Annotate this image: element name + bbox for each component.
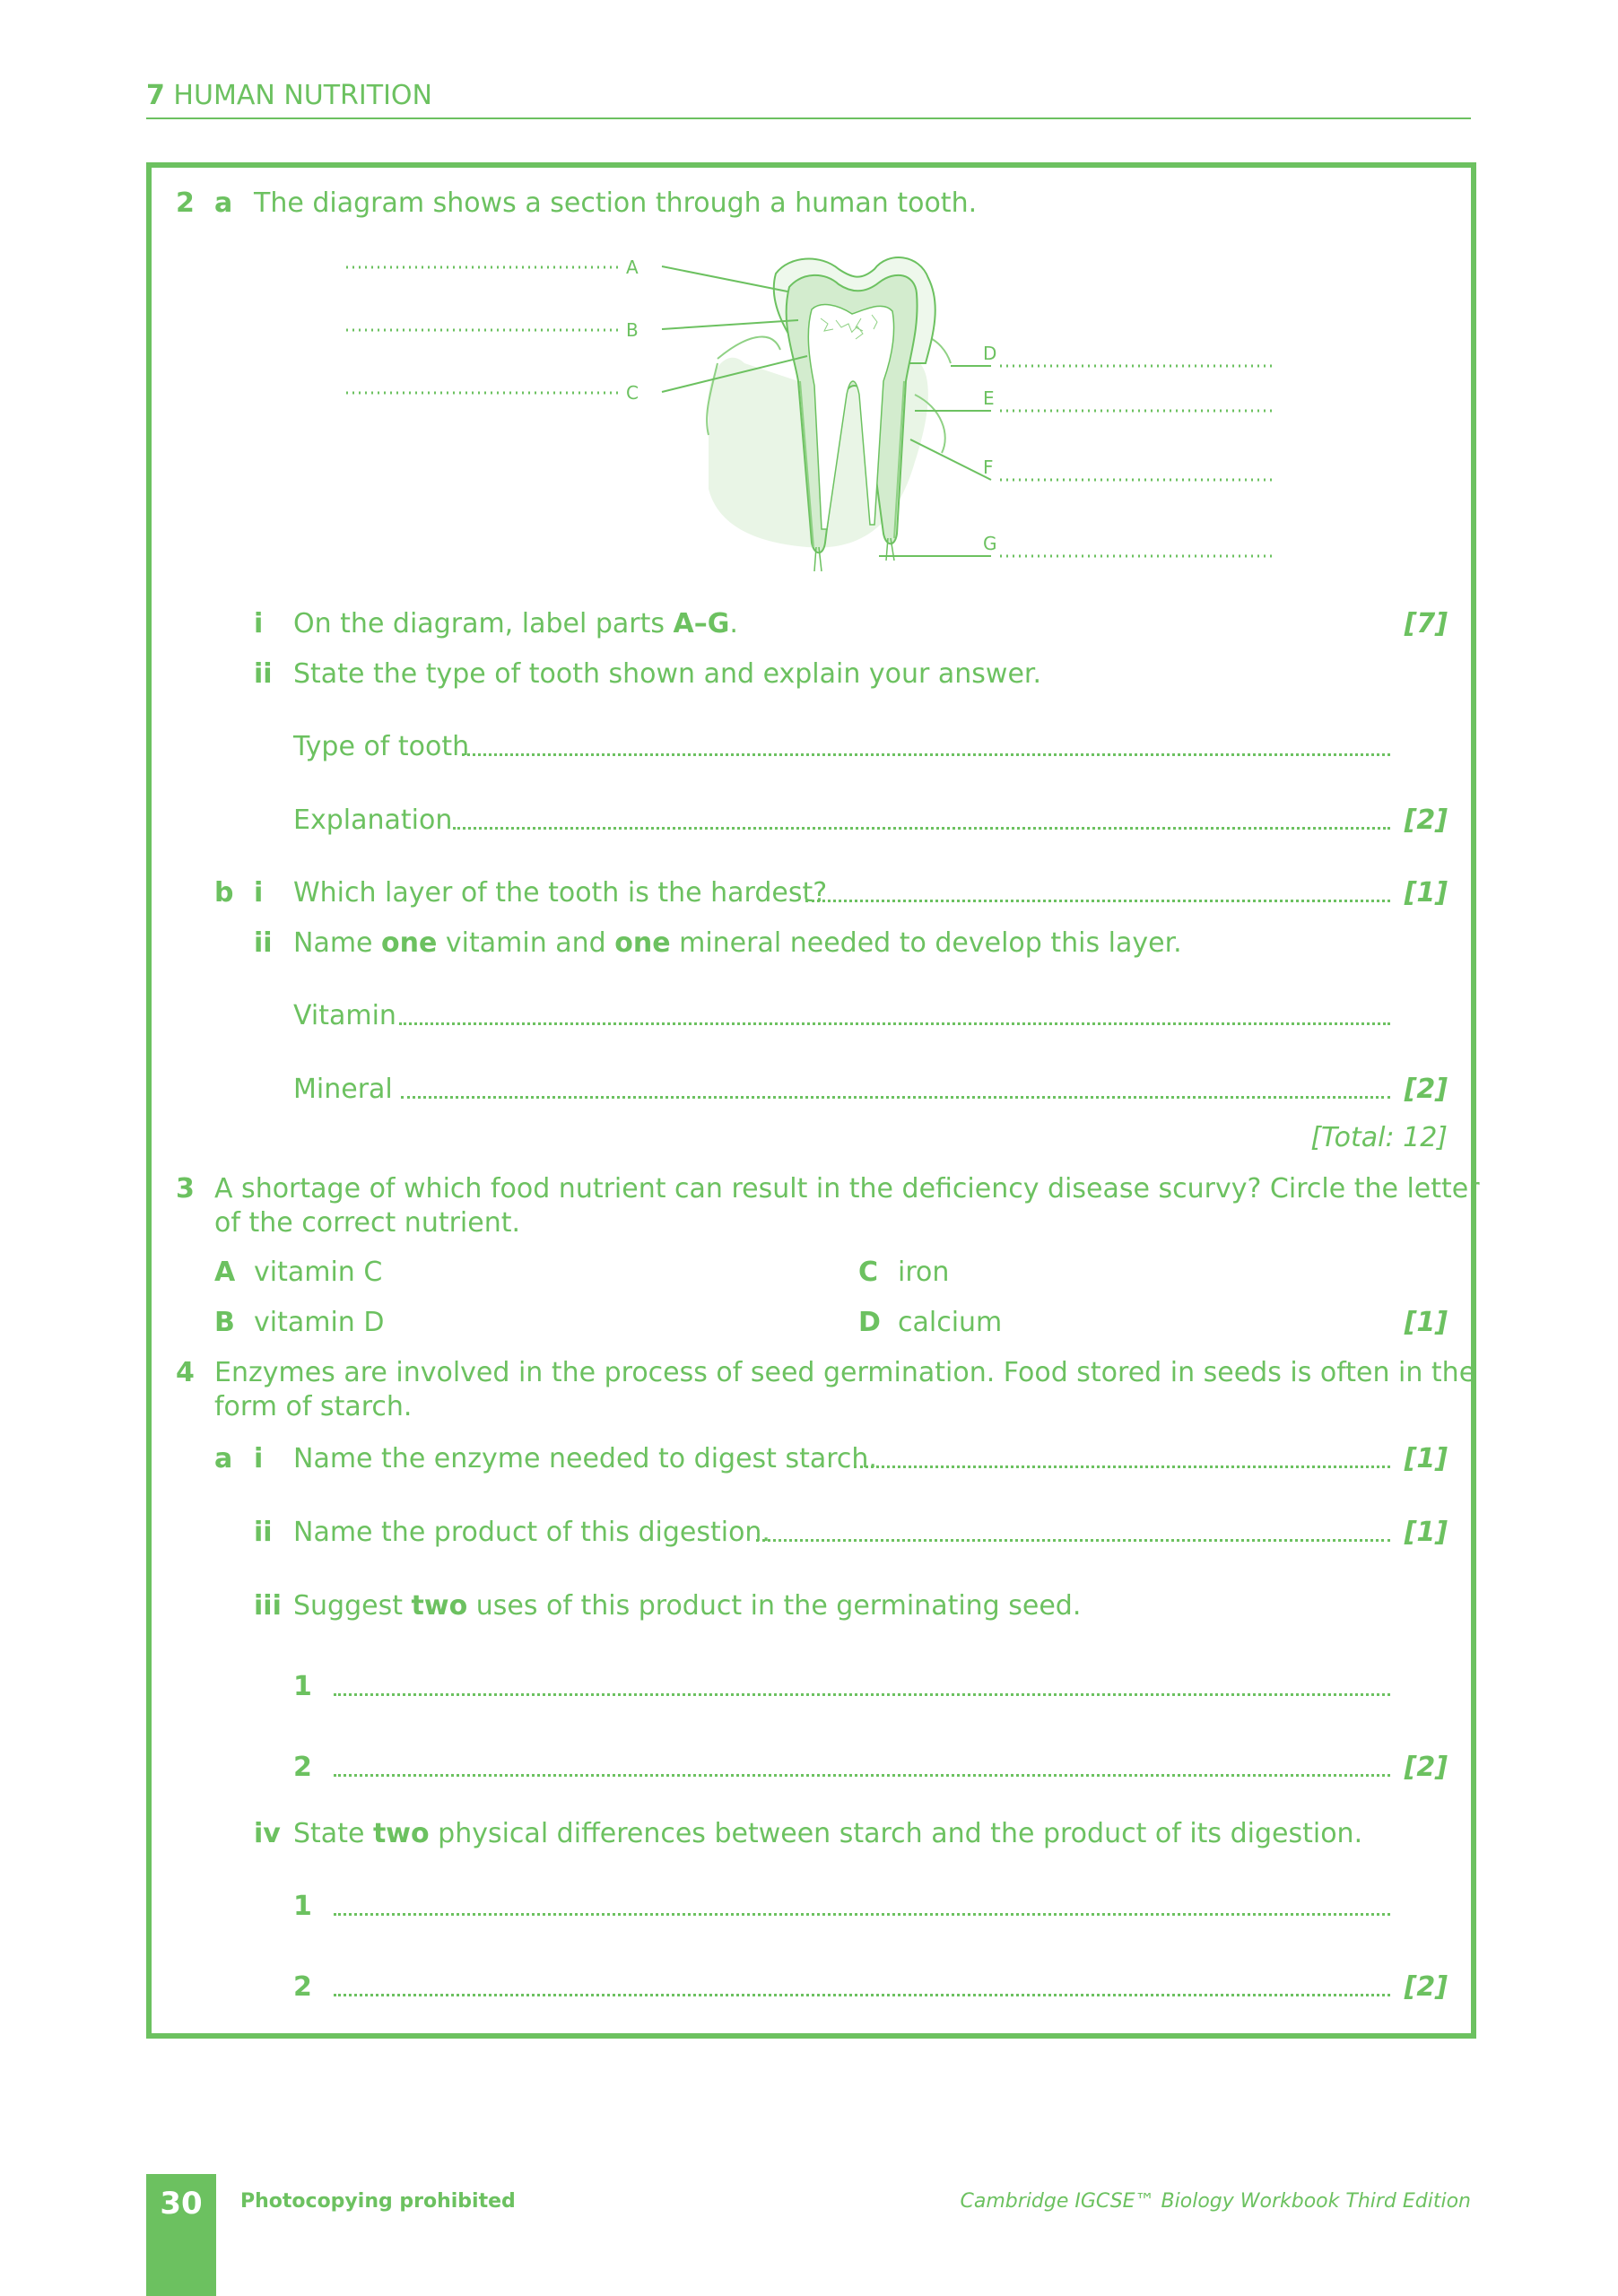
q4-stem-line1: Enzymes are involved in the process of seed germination. Food stored in seeds is often in the <box>214 1357 1476 1388</box>
vitamin-answer-line[interactable] <box>399 1022 1390 1025</box>
q3-stem-line2: of the correct nutrient. <box>214 1207 521 1239</box>
chapter-heading <box>146 79 432 113</box>
q2bi-text: Which layer of the tooth is the hardest? <box>293 877 828 909</box>
q2ai-text <box>293 607 738 641</box>
q2bi-mark: [1] <box>1404 877 1448 909</box>
q4aiv-text-pre: State <box>293 1818 373 1849</box>
q4ai-mark: [1] <box>1404 1443 1448 1474</box>
q4aiv-text-post: physical differences between starch and the product of its digestion. <box>429 1818 1363 1849</box>
q2ai-text-bold: A–G <box>673 608 730 639</box>
q4aiii-text-bold: two <box>411 1590 468 1622</box>
q3-option-a-text[interactable]: vitamin C <box>254 1257 383 1288</box>
q4aiii-line1-number: 1 <box>293 1671 312 1702</box>
explanation-label: Explanation <box>293 804 453 836</box>
vitamin-label: Vitamin <box>293 1000 396 1031</box>
q2bii-text <box>293 926 1182 961</box>
mineral-answer-line[interactable] <box>401 1096 1390 1099</box>
q4aiii-text <box>293 1589 1081 1623</box>
label-f: F <box>983 457 994 478</box>
q4aiv-text <box>293 1817 1362 1851</box>
q3-option-d-letter[interactable]: D <box>858 1307 881 1338</box>
q4-stem-line2: form of starch. <box>214 1391 413 1422</box>
q2b-letter: b <box>214 877 234 909</box>
q4aii-text: Name the product of this digestion. <box>293 1517 770 1548</box>
q2bii-bold-2: one <box>614 927 671 959</box>
q2a-letter: a <box>214 187 233 219</box>
page-number: 30 <box>160 2186 203 2222</box>
mineral-label: Mineral <box>293 1074 393 1105</box>
q4-number: 4 <box>176 1357 195 1388</box>
q3-option-c-text[interactable]: iron <box>898 1257 950 1288</box>
q4ai-numeral: i <box>254 1443 264 1474</box>
chapter-title: HUMAN NUTRITION <box>173 80 432 111</box>
q3-option-b-text[interactable]: vitamin D <box>254 1307 385 1338</box>
q2ai-mark: [7] <box>1404 608 1448 639</box>
q3-option-a-letter[interactable]: A <box>214 1257 236 1288</box>
q2-number: 2 <box>176 187 195 219</box>
q4aiv-line1-number: 1 <box>293 1891 312 1922</box>
q4aiv-mark: [2] <box>1404 1971 1448 2003</box>
book-title: Cambridge IGCSE™ Biology Workbook Third Edition <box>960 2190 1471 2213</box>
q2a-stem: The diagram shows a section through a human tooth. <box>254 187 978 219</box>
q3-mark: [1] <box>1404 1307 1448 1338</box>
q4aiv-text-bold: two <box>372 1818 430 1849</box>
label-b: B <box>626 319 639 341</box>
q2bii-numeral: ii <box>254 927 273 959</box>
type-of-tooth-answer-line[interactable] <box>462 753 1390 756</box>
q2bii-mark: [2] <box>1404 1074 1448 1105</box>
q4aii-numeral: ii <box>254 1517 273 1548</box>
q4aiii-line2-number: 2 <box>293 1752 312 1783</box>
type-of-tooth-label: Type of tooth <box>293 731 470 762</box>
q2bii-bold-1: one <box>381 927 438 959</box>
q4aiv-answer-line-1[interactable] <box>334 1913 1390 1916</box>
q4ai-answer-line[interactable] <box>854 1465 1390 1468</box>
q4aiii-text-pre: Suggest <box>293 1590 412 1622</box>
q2bii-text-2: vitamin and <box>437 927 615 959</box>
label-g: G <box>983 533 997 554</box>
q4aiii-text-post: uses of this product in the germinating seed. <box>467 1590 1082 1622</box>
q2ai-text-pre: On the diagram, label parts <box>293 608 674 639</box>
q2bii-text-1: Name <box>293 927 382 959</box>
q2ai-text-post: . <box>729 608 738 639</box>
q3-stem-line1: A shortage of which food nutrient can result in the deficiency disease scurvy? Circle the letter <box>214 1173 1480 1205</box>
q4aiii-answer-line-2[interactable] <box>334 1774 1390 1777</box>
q4aiv-numeral: iv <box>254 1818 281 1849</box>
photocopying-notice: Photocopying prohibited <box>240 2190 516 2213</box>
q2aii-numeral: ii <box>254 658 273 690</box>
q4aiv-line2-number: 2 <box>293 1971 312 2003</box>
label-e: E <box>983 387 995 409</box>
q3-option-c-letter[interactable]: C <box>858 1257 879 1288</box>
q4aiv-answer-line-2[interactable] <box>334 1994 1390 1996</box>
q2-total: [Total: 12] <box>1310 1122 1448 1153</box>
q4aiii-mark: [2] <box>1404 1752 1448 1783</box>
gum-outline-left <box>718 337 780 359</box>
label-d: D <box>983 343 997 364</box>
q2bii-text-3: mineral needed to develop this layer. <box>670 927 1182 959</box>
q3-option-b-letter[interactable]: B <box>214 1307 235 1338</box>
q2aii-mark: [2] <box>1404 804 1448 836</box>
q4aiii-answer-line-1[interactable] <box>334 1693 1390 1696</box>
q4aii-mark: [1] <box>1404 1517 1448 1548</box>
label-a: A <box>626 257 639 278</box>
label-c: C <box>626 382 639 404</box>
chapter-number: 7 <box>146 80 165 111</box>
q3-number: 3 <box>176 1173 195 1205</box>
explanation-answer-line[interactable] <box>453 827 1390 830</box>
q3-option-d-text[interactable]: calcium <box>898 1307 1003 1338</box>
header-rule <box>146 117 1471 119</box>
q4aiii-numeral: iii <box>254 1590 282 1622</box>
q4a-letter: a <box>214 1443 233 1474</box>
tooth-diagram <box>323 238 1327 578</box>
q4ai-text: Name the enzyme needed to digest starch. <box>293 1443 877 1474</box>
q2ai-numeral: i <box>254 608 264 639</box>
q2bi-numeral: i <box>254 877 264 909</box>
q2bi-answer-line[interactable] <box>805 900 1390 902</box>
q2aii-text: State the type of tooth shown and explain your answer. <box>293 658 1042 690</box>
q4aii-answer-line[interactable] <box>756 1539 1390 1542</box>
